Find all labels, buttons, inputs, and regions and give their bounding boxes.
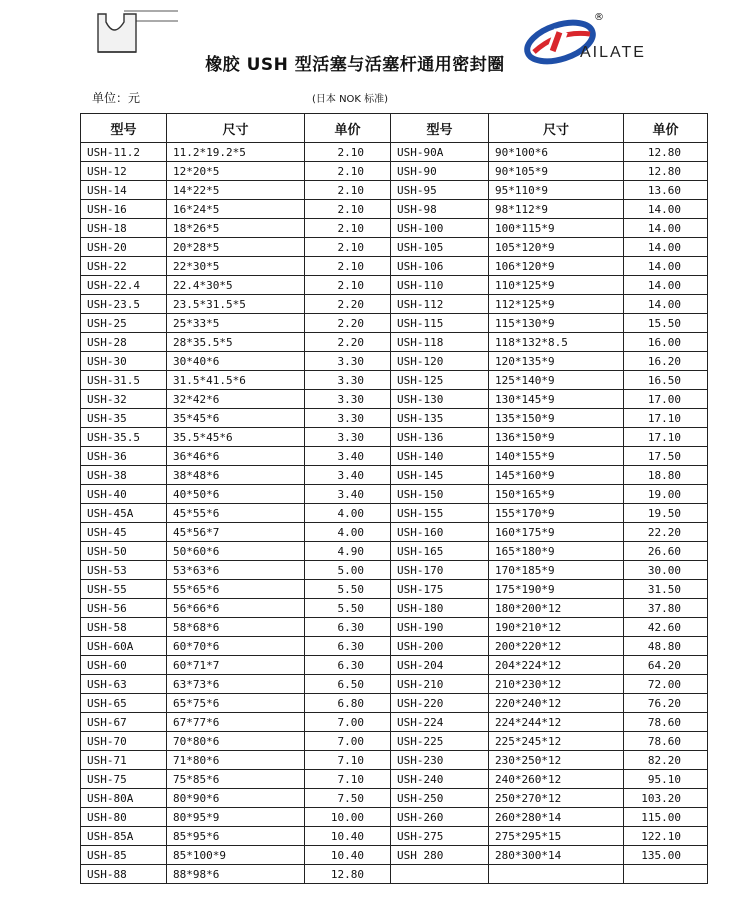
cell-size: 275*295*15 — [489, 827, 624, 846]
cell-model: USH-63 — [81, 675, 167, 694]
cell-model: USH-155 — [391, 504, 489, 523]
cell-model: USH-22.4 — [81, 276, 167, 295]
cell-price: 2.20 — [305, 333, 391, 352]
cell-price: 72.00 — [624, 675, 708, 694]
brand-name: AILATE — [580, 44, 646, 61]
cell-price: 82.20 — [624, 751, 708, 770]
cell-model: USH-250 — [391, 789, 489, 808]
cell-price: 16.20 — [624, 352, 708, 371]
cell-price: 5.00 — [305, 561, 391, 580]
cell-model: USH-136 — [391, 428, 489, 447]
cell-price: 2.10 — [305, 181, 391, 200]
cell-model: USH-106 — [391, 257, 489, 276]
cell-price: 14.00 — [624, 238, 708, 257]
cell-price: 122.10 — [624, 827, 708, 846]
cell-size: 90*105*9 — [489, 162, 624, 181]
column-header-price-left: 单价 — [305, 114, 391, 143]
cell-price: 135.00 — [624, 846, 708, 865]
cell-price: 115.00 — [624, 808, 708, 827]
cell-model: USH-98 — [391, 200, 489, 219]
cell-size: 155*170*9 — [489, 504, 624, 523]
cell-model: USH-12 — [81, 162, 167, 181]
cell-size: 118*132*8.5 — [489, 333, 624, 352]
cell-price: 6.30 — [305, 637, 391, 656]
cell-price: 3.40 — [305, 447, 391, 466]
cell-size: 11.2*19.2*5 — [167, 143, 305, 162]
cell-model: USH-95 — [391, 181, 489, 200]
cell-size: 85*100*9 — [167, 846, 305, 865]
table-row — [81, 751, 708, 770]
cell-size — [489, 865, 624, 884]
cell-model: USH-60 — [81, 656, 167, 675]
table-row — [81, 827, 708, 846]
table-row — [81, 371, 708, 390]
cell-price: 2.10 — [305, 200, 391, 219]
cell-model: USH-90A — [391, 143, 489, 162]
cell-size: 125*140*9 — [489, 371, 624, 390]
cell-price: 5.50 — [305, 580, 391, 599]
cell-model: USH-140 — [391, 447, 489, 466]
cell-model: USH-224 — [391, 713, 489, 732]
cell-model: USH-58 — [81, 618, 167, 637]
cell-size: 56*66*6 — [167, 599, 305, 618]
cell-size: 18*26*5 — [167, 219, 305, 238]
table-row — [81, 295, 708, 314]
cell-size: 20*28*5 — [167, 238, 305, 257]
cell-model: USH-190 — [391, 618, 489, 637]
cell-size: 230*250*12 — [489, 751, 624, 770]
cell-price: 17.10 — [624, 409, 708, 428]
cell-price: 31.50 — [624, 580, 708, 599]
cell-model: USH-65 — [81, 694, 167, 713]
column-header-model-right: 型号 — [391, 114, 489, 143]
cell-model: USH-100 — [391, 219, 489, 238]
cell-price: 3.40 — [305, 466, 391, 485]
cell-model: USH-38 — [81, 466, 167, 485]
cell-model: USH-30 — [81, 352, 167, 371]
cell-size: 140*155*9 — [489, 447, 624, 466]
table-row — [81, 713, 708, 732]
cell-model: USH 280 — [391, 846, 489, 865]
cell-size: 67*77*6 — [167, 713, 305, 732]
cell-model: USH-55 — [81, 580, 167, 599]
cell-size: 165*180*9 — [489, 542, 624, 561]
cell-price: 2.10 — [305, 276, 391, 295]
cell-size: 58*68*6 — [167, 618, 305, 637]
cell-price: 3.30 — [305, 390, 391, 409]
table-row — [81, 333, 708, 352]
cell-size: 204*224*12 — [489, 656, 624, 675]
cell-size: 85*95*6 — [167, 827, 305, 846]
cell-model: USH-115 — [391, 314, 489, 333]
cell-model: USH-145 — [391, 466, 489, 485]
cell-price: 37.80 — [624, 599, 708, 618]
cell-model: USH-35.5 — [81, 428, 167, 447]
cell-price: 16.50 — [624, 371, 708, 390]
cell-price: 15.50 — [624, 314, 708, 333]
cell-size: 63*73*6 — [167, 675, 305, 694]
cell-price: 12.80 — [305, 865, 391, 884]
cell-size: 75*85*6 — [167, 770, 305, 789]
table-row — [81, 390, 708, 409]
cell-model: USH-120 — [391, 352, 489, 371]
cell-model: USH-130 — [391, 390, 489, 409]
table-row — [81, 561, 708, 580]
cell-price: 3.30 — [305, 409, 391, 428]
table-row — [81, 542, 708, 561]
cell-model: USH-71 — [81, 751, 167, 770]
cell-size: 55*65*6 — [167, 580, 305, 599]
cell-model: USH-32 — [81, 390, 167, 409]
table-row — [81, 637, 708, 656]
table-row — [81, 352, 708, 371]
cell-model: USH-150 — [391, 485, 489, 504]
unit-label: 单位：元 — [92, 91, 141, 105]
cell-size: 36*46*6 — [167, 447, 305, 466]
cell-size: 180*200*12 — [489, 599, 624, 618]
cell-model: USH-16 — [81, 200, 167, 219]
cell-price: 78.60 — [624, 732, 708, 751]
cell-size: 280*300*14 — [489, 846, 624, 865]
table-row — [81, 428, 708, 447]
cell-size: 60*71*7 — [167, 656, 305, 675]
cell-model: USH-204 — [391, 656, 489, 675]
cell-model: USH-225 — [391, 732, 489, 751]
cell-size: 224*244*12 — [489, 713, 624, 732]
cell-size: 200*220*12 — [489, 637, 624, 656]
cell-size: 23.5*31.5*5 — [167, 295, 305, 314]
cell-size: 115*130*9 — [489, 314, 624, 333]
cell-size: 210*230*12 — [489, 675, 624, 694]
cell-price: 3.30 — [305, 352, 391, 371]
cell-price: 78.60 — [624, 713, 708, 732]
cell-size: 88*98*6 — [167, 865, 305, 884]
cell-model: USH-25 — [81, 314, 167, 333]
cell-model: USH-240 — [391, 770, 489, 789]
cell-model: USH-35 — [81, 409, 167, 428]
cell-model: USH-85 — [81, 846, 167, 865]
cell-size: 71*80*6 — [167, 751, 305, 770]
price-table — [80, 113, 708, 884]
cell-price: 7.10 — [305, 770, 391, 789]
cell-model: USH-260 — [391, 808, 489, 827]
cell-model: USH-275 — [391, 827, 489, 846]
cell-price: 6.50 — [305, 675, 391, 694]
cell-price: 17.50 — [624, 447, 708, 466]
table-row — [81, 447, 708, 466]
cell-size: 53*63*6 — [167, 561, 305, 580]
cell-model: USH-85A — [81, 827, 167, 846]
cell-model: USH-210 — [391, 675, 489, 694]
cell-size: 160*175*9 — [489, 523, 624, 542]
cell-model: USH-220 — [391, 694, 489, 713]
cell-model: USH-135 — [391, 409, 489, 428]
cell-model: USH-105 — [391, 238, 489, 257]
cell-price: 14.00 — [624, 219, 708, 238]
cell-size: 45*56*7 — [167, 523, 305, 542]
table-row — [81, 238, 708, 257]
cell-size: 250*270*12 — [489, 789, 624, 808]
cell-price: 14.00 — [624, 257, 708, 276]
cell-size: 95*110*9 — [489, 181, 624, 200]
cell-model: USH-18 — [81, 219, 167, 238]
cell-price: 14.00 — [624, 200, 708, 219]
cell-price: 6.30 — [305, 656, 391, 675]
table-row — [81, 219, 708, 238]
table-row — [81, 314, 708, 333]
cell-size: 145*160*9 — [489, 466, 624, 485]
cell-model: USH-50 — [81, 542, 167, 561]
cell-size: 35*45*6 — [167, 409, 305, 428]
cell-size: 225*245*12 — [489, 732, 624, 751]
cell-model: USH-160 — [391, 523, 489, 542]
cell-model: USH-60A — [81, 637, 167, 656]
cell-size: 90*100*6 — [489, 143, 624, 162]
cell-size: 106*120*9 — [489, 257, 624, 276]
cell-price: 30.00 — [624, 561, 708, 580]
cell-size: 65*75*6 — [167, 694, 305, 713]
cell-size: 35.5*45*6 — [167, 428, 305, 447]
cell-model: USH-36 — [81, 447, 167, 466]
table-row — [81, 257, 708, 276]
cell-model: USH-175 — [391, 580, 489, 599]
cell-price: 10.40 — [305, 827, 391, 846]
cell-price: 7.00 — [305, 732, 391, 751]
cell-size: 135*150*9 — [489, 409, 624, 428]
cell-size: 25*33*5 — [167, 314, 305, 333]
cell-size: 38*48*6 — [167, 466, 305, 485]
cell-model: USH-11.2 — [81, 143, 167, 162]
cell-price: 26.60 — [624, 542, 708, 561]
cell-size: 22.4*30*5 — [167, 276, 305, 295]
cell-price — [624, 865, 708, 884]
cell-price: 103.20 — [624, 789, 708, 808]
cell-model: USH-31.5 — [81, 371, 167, 390]
cell-size: 32*42*6 — [167, 390, 305, 409]
table-row — [81, 732, 708, 751]
cell-price: 12.80 — [624, 162, 708, 181]
cell-price: 2.20 — [305, 314, 391, 333]
cell-model: USH-118 — [391, 333, 489, 352]
cell-size: 150*165*9 — [489, 485, 624, 504]
cell-price: 95.10 — [624, 770, 708, 789]
cell-price: 19.00 — [624, 485, 708, 504]
cell-size: 22*30*5 — [167, 257, 305, 276]
cell-price: 76.20 — [624, 694, 708, 713]
cell-price: 3.40 — [305, 485, 391, 504]
cell-price: 17.00 — [624, 390, 708, 409]
cell-model: USH-56 — [81, 599, 167, 618]
table-row — [81, 789, 708, 808]
cell-price: 2.10 — [305, 162, 391, 181]
cell-size: 40*50*6 — [167, 485, 305, 504]
table-header-row — [81, 114, 708, 143]
cell-model: USH-112 — [391, 295, 489, 314]
cell-price: 42.60 — [624, 618, 708, 637]
cell-model: USH-170 — [391, 561, 489, 580]
cell-size: 110*125*9 — [489, 276, 624, 295]
cell-price: 5.50 — [305, 599, 391, 618]
cell-price: 10.00 — [305, 808, 391, 827]
seal-profile-drawing — [96, 8, 178, 60]
cell-price: 2.10 — [305, 219, 391, 238]
table-row — [81, 808, 708, 827]
cell-model: USH-40 — [81, 485, 167, 504]
table-row — [81, 618, 708, 637]
cell-size: 120*135*9 — [489, 352, 624, 371]
table-row — [81, 865, 708, 884]
column-header-price-right: 单价 — [624, 114, 708, 143]
cell-model: USH-28 — [81, 333, 167, 352]
cell-price: 19.50 — [624, 504, 708, 523]
cell-price: 7.10 — [305, 751, 391, 770]
table-row — [81, 675, 708, 694]
cell-price: 2.10 — [305, 143, 391, 162]
cell-price: 2.10 — [305, 238, 391, 257]
table-row — [81, 580, 708, 599]
cell-size: 112*125*9 — [489, 295, 624, 314]
cell-size: 260*280*14 — [489, 808, 624, 827]
cell-model: USH-88 — [81, 865, 167, 884]
cell-price: 4.00 — [305, 504, 391, 523]
cell-price: 2.10 — [305, 257, 391, 276]
cell-model: USH-110 — [391, 276, 489, 295]
cell-price: 4.90 — [305, 542, 391, 561]
cell-size: 190*210*12 — [489, 618, 624, 637]
cell-model: USH-45A — [81, 504, 167, 523]
cell-size: 50*60*6 — [167, 542, 305, 561]
cell-model: USH-125 — [391, 371, 489, 390]
cell-model: USH-14 — [81, 181, 167, 200]
cell-size: 70*80*6 — [167, 732, 305, 751]
cell-price: 12.80 — [624, 143, 708, 162]
cell-model: USH-90 — [391, 162, 489, 181]
cell-size: 170*185*9 — [489, 561, 624, 580]
cell-model: USH-20 — [81, 238, 167, 257]
cell-size: 30*40*6 — [167, 352, 305, 371]
column-header-size-right: 尺寸 — [489, 114, 624, 143]
cell-price: 22.20 — [624, 523, 708, 542]
cell-model: USH-23.5 — [81, 295, 167, 314]
cell-size: 16*24*5 — [167, 200, 305, 219]
cell-model: USH-22 — [81, 257, 167, 276]
registered-mark: ® — [594, 12, 604, 23]
cell-size: 45*55*6 — [167, 504, 305, 523]
page-title: 橡胶 USH 型活塞与活塞杆通用密封圈 — [205, 55, 505, 75]
cell-price: 16.00 — [624, 333, 708, 352]
cell-price: 3.30 — [305, 428, 391, 447]
cell-model: USH-180 — [391, 599, 489, 618]
cell-size: 14*22*5 — [167, 181, 305, 200]
table-row — [81, 276, 708, 295]
cell-price: 7.50 — [305, 789, 391, 808]
table-row — [81, 770, 708, 789]
cell-model: USH-200 — [391, 637, 489, 656]
cell-size: 80*95*9 — [167, 808, 305, 827]
cell-size: 12*20*5 — [167, 162, 305, 181]
table-row — [81, 846, 708, 865]
table-row — [81, 656, 708, 675]
cell-size: 220*240*12 — [489, 694, 624, 713]
column-header-model-left: 型号 — [81, 114, 167, 143]
table-row — [81, 485, 708, 504]
cell-model: USH-80A — [81, 789, 167, 808]
cell-model: USH-80 — [81, 808, 167, 827]
cell-price: 13.60 — [624, 181, 708, 200]
cell-size: 130*145*9 — [489, 390, 624, 409]
cell-price: 6.80 — [305, 694, 391, 713]
cell-model: USH-53 — [81, 561, 167, 580]
cell-price: 48.80 — [624, 637, 708, 656]
table-row — [81, 466, 708, 485]
cell-model: USH-45 — [81, 523, 167, 542]
cell-size: 80*90*6 — [167, 789, 305, 808]
cell-price: 14.00 — [624, 295, 708, 314]
cell-model: USH-165 — [391, 542, 489, 561]
cell-price: 18.80 — [624, 466, 708, 485]
table-row — [81, 599, 708, 618]
table-row — [81, 504, 708, 523]
cell-price: 17.10 — [624, 428, 708, 447]
cell-price: 10.40 — [305, 846, 391, 865]
table-row — [81, 181, 708, 200]
cell-price: 4.00 — [305, 523, 391, 542]
table-row — [81, 409, 708, 428]
column-header-size-left: 尺寸 — [167, 114, 305, 143]
cell-price: 3.30 — [305, 371, 391, 390]
standard-note: (日本 NOK 标准) — [312, 94, 389, 105]
cell-model: USH-75 — [81, 770, 167, 789]
cell-model: USH-67 — [81, 713, 167, 732]
table-row — [81, 694, 708, 713]
cell-model: USH-230 — [391, 751, 489, 770]
cell-price: 7.00 — [305, 713, 391, 732]
cell-size: 60*70*6 — [167, 637, 305, 656]
table-row — [81, 523, 708, 542]
cell-size: 136*150*9 — [489, 428, 624, 447]
cell-size: 98*112*9 — [489, 200, 624, 219]
cell-model — [391, 865, 489, 884]
table-row — [81, 162, 708, 181]
cell-size: 240*260*12 — [489, 770, 624, 789]
cell-size: 175*190*9 — [489, 580, 624, 599]
cell-size: 105*120*9 — [489, 238, 624, 257]
cell-price: 2.20 — [305, 295, 391, 314]
cell-price: 14.00 — [624, 276, 708, 295]
table-body — [81, 143, 708, 884]
cell-size: 100*115*9 — [489, 219, 624, 238]
cell-model: USH-70 — [81, 732, 167, 751]
cell-size: 28*35.5*5 — [167, 333, 305, 352]
cell-price: 64.20 — [624, 656, 708, 675]
cell-size: 31.5*41.5*6 — [167, 371, 305, 390]
table-row — [81, 143, 708, 162]
table-row — [81, 200, 708, 219]
cell-price: 6.30 — [305, 618, 391, 637]
